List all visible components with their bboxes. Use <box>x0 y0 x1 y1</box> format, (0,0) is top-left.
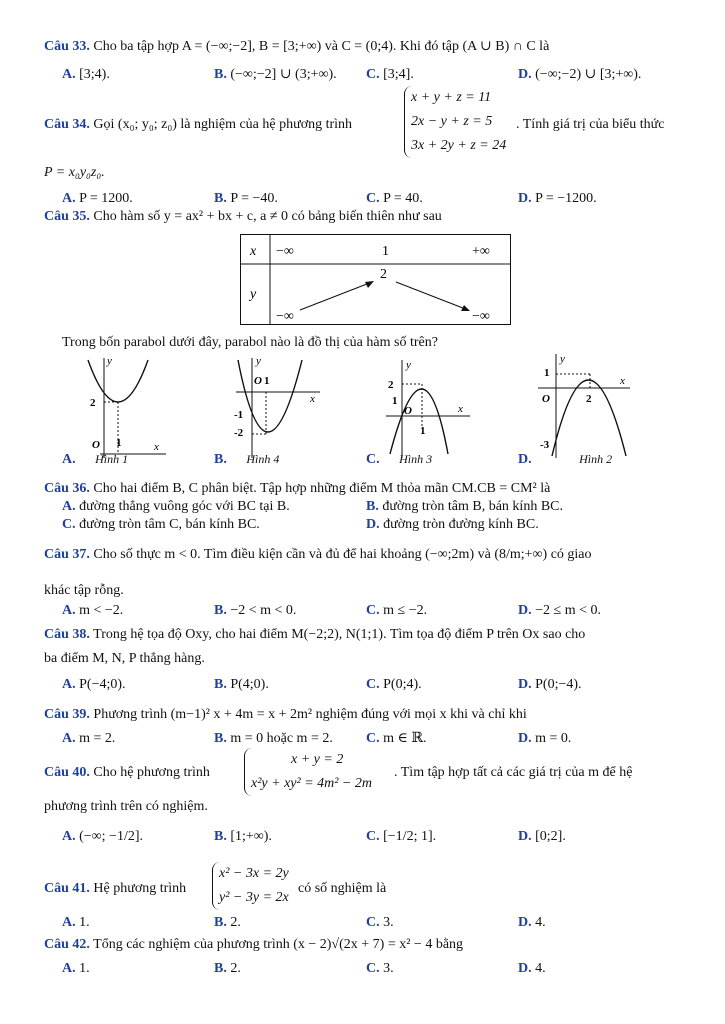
q39-number: Câu 39. <box>44 707 90 722</box>
table-x-neg: −∞ <box>276 244 294 259</box>
q38-number: Câu 38. <box>44 627 90 642</box>
figure-1[interactable] <box>80 354 170 460</box>
q40-text2: phương trình trên có nghiệm. <box>44 799 208 814</box>
svg-text:1: 1 <box>392 395 398 407</box>
q34-expr: P = x₀y₀z₀. <box>44 165 105 180</box>
q40-option-d[interactable]: D. [0;2]. <box>518 829 566 844</box>
q36-option-d[interactable]: D. đường tròn đường kính BC. <box>366 517 539 532</box>
q42-option-a[interactable]: A. 1. <box>62 961 90 976</box>
q34-eq2: 2x − y + z = 5 <box>411 114 493 129</box>
svg-text:O: O <box>92 439 100 451</box>
q34-eq1: x + y + z = 11 <box>411 90 492 105</box>
q37-number: Câu 37. <box>44 547 90 562</box>
svg-text:y: y <box>107 355 112 367</box>
q34-option-d[interactable]: D. P = −1200. <box>518 191 597 206</box>
q35-option-a[interactable]: A. Hình 1 <box>62 452 129 467</box>
q39-option-a[interactable]: A. m = 2. <box>62 731 116 746</box>
q34-option-b[interactable]: B. P = −40. <box>214 191 278 206</box>
table-y-left: −∞ <box>276 309 294 324</box>
q37-text: Câu 37. Cho số thực m < 0. Tìm điều kiện cần và đủ để hai khoảng (−∞;2m) và (8/m;+∞) có giao <box>44 547 592 562</box>
q41-option-a[interactable]: A. 1. <box>62 915 90 930</box>
svg-text:2: 2 <box>586 393 592 405</box>
q41-option-b[interactable]: B. 2. <box>214 915 241 930</box>
q38-option-a[interactable]: A. P(−4;0). <box>62 677 126 692</box>
q36-option-b[interactable]: B. đường tròn tâm B, bán kính BC. <box>366 499 563 514</box>
q34-number: Câu 34. <box>44 117 90 132</box>
svg-text:O: O <box>254 375 262 387</box>
svg-text:x: x <box>458 403 463 415</box>
q40-option-b[interactable]: B. [1;+∞). <box>214 829 272 844</box>
svg-text:x: x <box>620 375 625 387</box>
q42-option-b[interactable]: B. 2. <box>214 961 241 976</box>
figure-4[interactable] <box>228 354 324 460</box>
q34-option-a[interactable]: A. P = 1200. <box>62 191 133 206</box>
table-x-label: x <box>250 244 257 259</box>
q41-option-d[interactable]: D. 4. <box>518 915 546 930</box>
q37-text2: khác tập rỗng. <box>44 583 124 598</box>
q35-option-b[interactable]: B. Hình 4 <box>214 452 280 467</box>
q40-text: Câu 40. Cho hệ phương trình <box>44 765 210 780</box>
svg-text:1: 1 <box>264 375 270 387</box>
svg-text:-2: -2 <box>234 427 244 439</box>
q36-option-a[interactable]: A. đường thẳng vuông góc với BC tại B. <box>62 499 290 514</box>
q39-text: Câu 39. Phương trình (m−1)² x + 4m = x + 2m² nghiệm đúng với mọi x khi và chỉ khi <box>44 707 527 722</box>
q38-option-c[interactable]: C. P(0;4). <box>366 677 422 692</box>
q35-text: Câu 35. Cho hàm số y = ax² + bx + c, a ≠ 0 có bảng biến thiên như sau <box>44 209 442 224</box>
svg-text:1: 1 <box>420 425 426 437</box>
svg-text:y: y <box>406 359 411 371</box>
arrow-up <box>300 282 372 310</box>
parabola <box>88 360 148 402</box>
svg-text:O: O <box>404 405 412 417</box>
q36-number: Câu 36. <box>44 481 90 496</box>
q34-system <box>404 86 506 158</box>
svg-text:y: y <box>256 355 261 367</box>
svg-text:2: 2 <box>90 397 96 409</box>
q40-eq2: x²y + xy² = 4m² − 2m <box>251 776 373 791</box>
q33-text: Câu 33. Cho ba tập hợp A = (−∞;−2], B = [3;+∞) và C = (0;4). Khi đó tập (A ∪ B) ∩ C là <box>44 39 550 54</box>
q41-option-c[interactable]: C. 3. <box>366 915 394 930</box>
q33-option-d[interactable]: D. (−∞;−2) ∪ [3;+∞). <box>518 67 642 82</box>
q34-text: Câu 34. Gọi (x₀; y₀; z₀) là nghiệm của hệ phương trình <box>44 117 353 132</box>
q37-option-d[interactable]: D. −2 ≤ m < 0. <box>518 603 601 618</box>
svg-text:y: y <box>560 353 565 365</box>
q40-eq1: x + y = 2 <box>291 752 344 767</box>
q39-option-c[interactable]: C. m ∈ ℝ. <box>366 731 427 746</box>
svg-text:x: x <box>310 393 315 405</box>
arrow-down <box>396 282 468 310</box>
q35-option-d[interactable]: D. Hình 2 <box>518 452 613 467</box>
svg-text:-1: -1 <box>234 409 244 421</box>
q41-number: Câu 41. <box>44 881 90 896</box>
q36-text: Câu 36. Cho hai điểm B, C phân biệt. Tập hợp những điểm M thỏa mãn CM.CB = CM² là <box>44 481 551 496</box>
q37-option-c[interactable]: C. m ≤ −2. <box>366 603 428 618</box>
q34-option-c[interactable]: C. P = 40. <box>366 191 423 206</box>
q36-option-c[interactable]: C. đường tròn tâm C, bán kính BC. <box>62 517 260 532</box>
table-y-right: −∞ <box>472 309 490 324</box>
q38-option-b[interactable]: B. P(4;0). <box>214 677 269 692</box>
table-y-top: 2 <box>380 267 387 282</box>
q33-number: Câu 33. <box>44 39 90 54</box>
q40-option-c[interactable]: C. [−1/2; 1]. <box>366 829 437 844</box>
table-x-mid: 1 <box>382 244 389 259</box>
q39-option-d[interactable]: D. m = 0. <box>518 731 572 746</box>
table-y-label: y <box>250 287 257 302</box>
q42-number: Câu 42. <box>44 937 90 952</box>
q40-option-a[interactable]: A. (−∞; −1/2]. <box>62 829 143 844</box>
q35-variation-table <box>240 234 512 326</box>
q41-post: có số nghiệm là <box>298 881 387 896</box>
q33-option-c[interactable]: C. [3;4]. <box>366 67 414 82</box>
q41-text: Câu 41. Hệ phương trình <box>44 881 187 896</box>
q37-option-b[interactable]: B. −2 < m < 0. <box>214 603 297 618</box>
q41-eq2: y² − 3y = 2x <box>219 890 289 905</box>
q35-option-c[interactable]: C. Hình 3 <box>366 452 433 467</box>
svg-text:O: O <box>542 393 550 405</box>
q41-system <box>212 862 289 910</box>
table-x-pos: +∞ <box>472 244 490 259</box>
q41-eq1: x² − 3x = 2y <box>219 866 289 881</box>
q42-option-c[interactable]: C. 3. <box>366 961 394 976</box>
q35-number: Câu 35. <box>44 209 90 224</box>
q40-system <box>244 748 372 796</box>
q42-option-d[interactable]: D. 4. <box>518 961 546 976</box>
q37-option-a[interactable]: A. m < −2. <box>62 603 124 618</box>
svg-text:-3: -3 <box>540 439 550 451</box>
figure-2[interactable] <box>534 352 634 460</box>
figure-3[interactable] <box>382 354 476 460</box>
q33-option-b[interactable]: B. (−∞;−2] ∪ (3;+∞). <box>214 67 337 82</box>
svg-text:x: x <box>154 441 159 453</box>
q42-text: Câu 42. Tổng các nghiệm của phương trình (x − 2)√(2x + 7) = x² − 4 bằng <box>44 937 464 952</box>
svg-text:1: 1 <box>116 437 122 449</box>
svg-text:2: 2 <box>388 379 394 391</box>
q39-option-b[interactable]: B. m = 0 hoặc m = 2. <box>214 731 333 746</box>
q35-prompt: Trong bốn parabol dưới đây, parabol nào là đồ thị của hàm số trên? <box>62 335 438 350</box>
q40-number: Câu 40. <box>44 765 90 780</box>
q38-text2: ba điểm M, N, P thẳng hàng. <box>44 651 205 666</box>
q40-post: . Tìm tập hợp tất cả các giá trị của m để hệ <box>394 765 633 780</box>
q34-post: . Tính giá trị của biểu thức <box>516 117 665 132</box>
svg-text:1: 1 <box>544 367 550 379</box>
q34-eq3: 3x + 2y + z = 24 <box>411 138 507 153</box>
q33-option-a[interactable]: A. [3;4). <box>62 67 110 82</box>
q38-text: Câu 38. Trong hệ tọa độ Oxy, cho hai điểm M(−2;2), N(1;1). Tìm tọa độ điểm P trên Ox sao cho <box>44 627 586 642</box>
q38-option-d[interactable]: D. P(0;−4). <box>518 677 582 692</box>
